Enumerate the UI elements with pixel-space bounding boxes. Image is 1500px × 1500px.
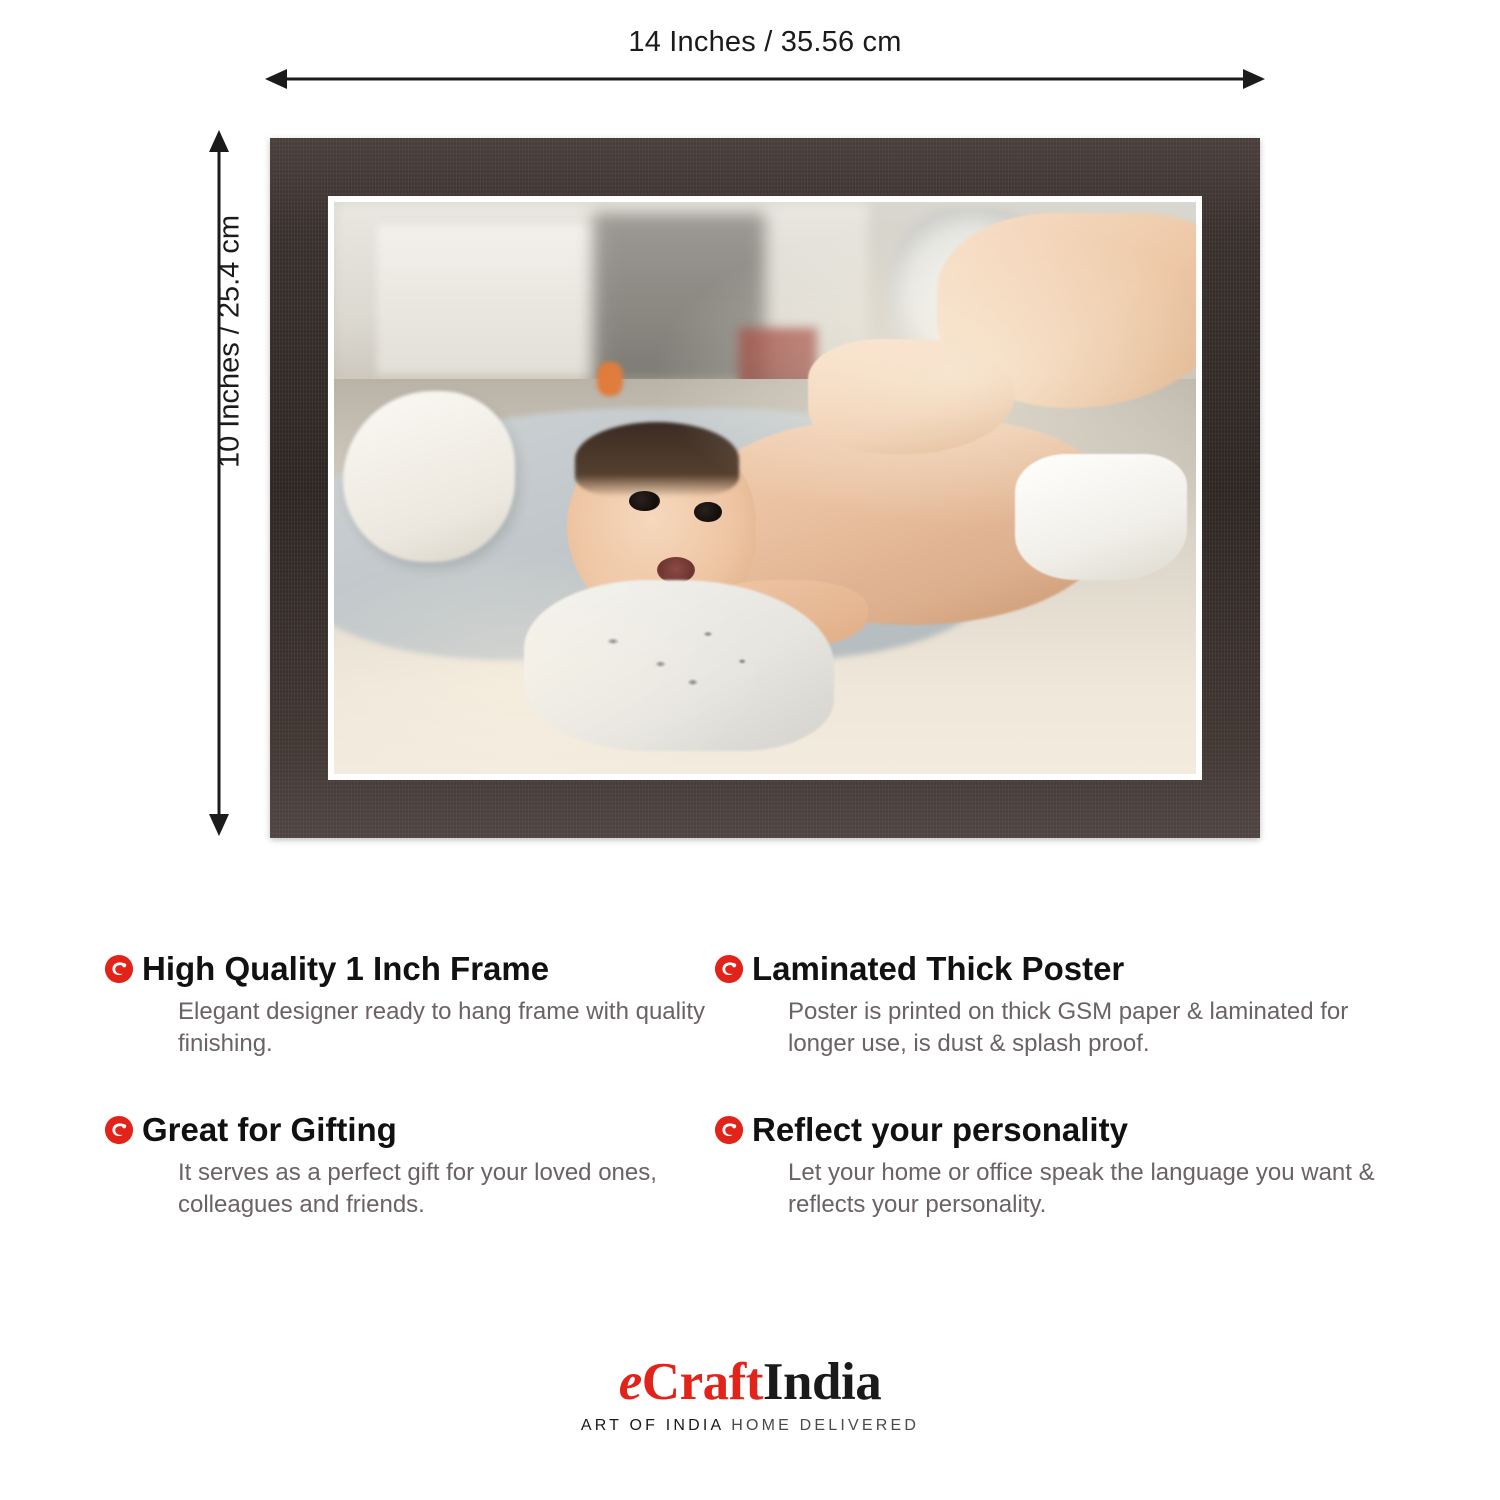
feature-title: High Quality 1 Inch Frame: [142, 950, 550, 987]
ecraftindia-bullet-icon: [104, 1115, 134, 1145]
feature-item-frame-quality: [96, 950, 706, 1061]
feature-description: Poster is printed on thick GSM paper & laminated for longer use, is dust & splash proof.: [788, 997, 1349, 1058]
photo-cabinet: [377, 225, 618, 380]
feature-item-laminated-poster: [706, 950, 1416, 1061]
photo-cloth-pattern: [575, 614, 765, 706]
feature-description: Let your home or office speak the language you want & reflects your personality.: [788, 1158, 1375, 1219]
logo-e-mark: e: [618, 1353, 642, 1411]
logo-craft-text: Craft: [641, 1353, 763, 1411]
feature-title: Laminated Thick Poster: [752, 950, 1125, 987]
ecraftindia-bullet-icon: [714, 1115, 744, 1145]
photo-baby-eye-right: [694, 502, 722, 521]
photo-orange-toy: [597, 362, 623, 396]
height-dimension-label: 10 Inches / 25.4 cm: [213, 214, 246, 469]
feature-list: [96, 950, 1416, 1221]
feature-item-gifting: [96, 1111, 706, 1222]
width-dimension-arrow: [265, 66, 1265, 92]
logo-india-text: India: [762, 1353, 882, 1411]
photo-baby-hair: [575, 422, 739, 496]
feature-title: Great for Gifting: [142, 1110, 397, 1148]
logo-tagline-part1: ART OF INDIA: [580, 1417, 724, 1434]
logo-text: [0, 1355, 1500, 1409]
ecraftindia-bullet-icon: [104, 954, 134, 984]
width-dimension-label: 14 Inches / 35.56 cm: [628, 26, 902, 58]
feature-description: It serves as a perfect gift for your loved ones, colleagues and friends.: [178, 1158, 657, 1219]
frame-mat-border: [328, 196, 1202, 780]
height-dimension-arrow: [206, 130, 232, 836]
photo-diaper: [1015, 454, 1187, 580]
poster-photo: [334, 202, 1196, 774]
ecraftindia-bullet-icon: [714, 954, 744, 984]
logo-tagline: [0, 1417, 1500, 1435]
brand-logo: [0, 1355, 1500, 1435]
picture-frame: [270, 138, 1260, 838]
logo-tagline-part2: HOME DELIVERED: [731, 1417, 920, 1434]
photo-baby-mouth: [657, 557, 695, 583]
feature-title: Reflect your personality: [752, 1110, 1128, 1148]
feature-item-personality: [706, 1111, 1416, 1222]
feature-description: Elegant designer ready to hang frame with quality finishing.: [178, 997, 705, 1058]
photo-pillow: [343, 391, 515, 563]
